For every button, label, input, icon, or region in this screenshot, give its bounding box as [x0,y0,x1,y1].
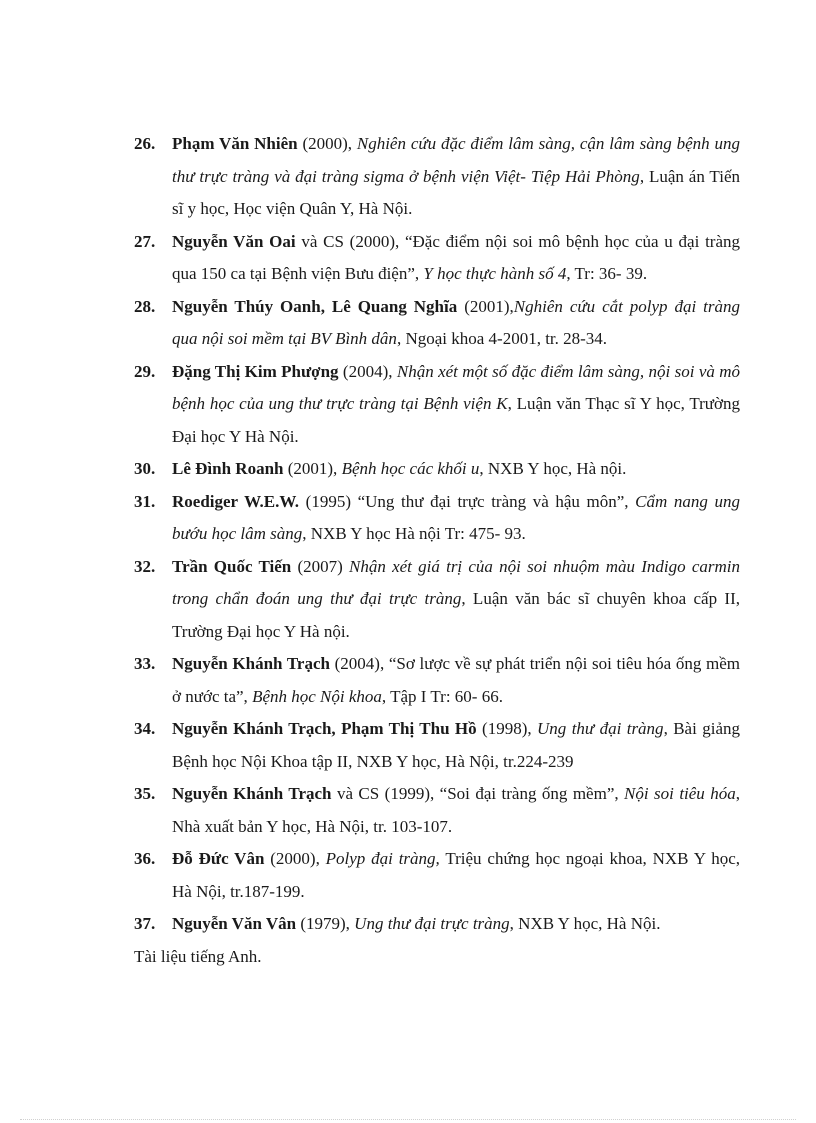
reference-text: (1979), [296,914,355,933]
reference-title: Cẩm nang ung bướu học lâm sàng [172,491,740,543]
reference-title: Nhận xét một số đặc điểm lâm sàng, nội soi và mô bệnh học của ung thư trực tràng tại Bệnh viện K [172,361,741,413]
reference-number: 37. [134,914,156,933]
reference-item-29 [134,356,740,454]
reference-title: Nghiên cứu đặc điểm lâm sàng, cận lâm sàng bệnh ung thư trực tràng và đại tràng sigma ở bệnh viện Việt- Tiệp Hải Phòng [172,134,740,186]
reference-number: 35. [134,784,156,803]
reference-authors: Nguyễn Văn Oai [172,231,296,251]
reference-item-28 [134,291,740,356]
reference-number: 27. [134,231,156,251]
reference-text: (2001), [283,459,342,478]
reference-text: , Nhà xuất bản Y học, Hà Nội, tr. 103-107. [172,784,740,836]
reference-authors: Nguyễn Văn Vân [172,914,297,933]
reference-title: Polyp đại tràng, [325,849,440,868]
reference-authors: Nguyễn Khánh Trạch [172,784,332,803]
reference-authors: Lê Đình Roanh [172,459,284,478]
reference-number: 34. [134,719,156,738]
reference-number: 26. [134,134,156,153]
reference-text: (2007) [291,556,350,576]
reference-item-26 [134,128,740,226]
reference-title: Ung thư đại tràng [537,719,664,738]
reference-title: Bệnh học các khối u [341,459,480,478]
reference-title: Nghiên cứu cắt polyp đại tràng qua nội soi mềm tại BV Bình dân [172,296,740,348]
reference-item-37 [134,908,740,941]
reference-text: (2004), [338,361,397,381]
reference-title: Y học thực hành số 4 [423,264,567,283]
reference-item-36 [134,843,740,908]
reference-item-34 [134,713,740,778]
reference-text: , NXB Y học Hà nội Tr: 475- 93. [302,524,526,543]
reference-number: 32. [134,556,156,576]
reference-authors: Nguyễn Khánh Trạch, Phạm Thị Thu Hồ [172,719,477,738]
reference-text: (2000), [297,134,357,153]
reference-text: , Tập I Tr: 60- 66. [381,686,503,706]
reference-item-31 [134,486,740,551]
reference-text: và CS (2000), “Đặc điểm nội soi mô bệnh học của u đại tràng qua 150 ca tại Bệnh viện Bưu điện”, [172,231,740,283]
reference-text: , Bài giảng Bệnh học Nội Khoa tập II, NXB Y học, Hà Nội, tr.224-239 [172,719,740,771]
reference-item-35 [134,778,740,843]
reference-text: , Luận văn bác sĩ chuyên khoa cấp II, Trường Đại học Y Hà nội. [172,589,740,641]
reference-number: 29. [134,361,156,381]
reference-text: , Tr: 36- 39. [566,264,648,283]
reference-text: (1998), [476,719,538,738]
reference-authors: Phạm Văn Nhiên [172,134,298,153]
reference-number: 36. [134,849,156,868]
reference-text: , Luận án Tiến sĩ y học, Học viện Quân Y, Hà Nội. [172,166,740,218]
reference-number: 31. [134,491,156,511]
reference-list [134,128,740,973]
reference-authors: Đặng Thị Kim Phượng [172,361,339,381]
reference-title: Bệnh học Nội khoa [252,686,382,706]
reference-text: Triệu chứng học ngoại khoa, NXB Y học, Hà Nội, tr.187-199. [172,849,740,901]
page-footer-divider [20,1119,796,1120]
reference-authors: Nguyễn Thúy Oanh, Lê Quang Nghĩa [172,296,458,316]
reference-text: , Ngoại khoa 4-2001, tr. 28-34. [396,329,608,348]
reference-text: (2004), “Sơ lược về sự phát triển nội soi tiêu hóa ống mềm ở nước ta”, [172,654,741,706]
reference-text: , Luận văn Thạc sĩ Y học, Trường Đại học Y Hà Nội. [172,394,741,446]
reference-item-32 [134,551,740,649]
reference-number: 28. [134,296,156,316]
reference-text: , NXB Y học, Hà Nội. [509,914,661,933]
reference-text: và CS (1999), “Soi đại tràng ống mềm”, [331,784,625,803]
reference-title: Ung thư đại trực tràng [354,914,510,933]
reference-item-33 [134,648,740,713]
reference-number: 30. [134,459,156,478]
reference-item-27 [134,226,740,291]
reference-title: Nhận xét giá trị của nội soi nhuộm màu Indigo carmin trong chẩn đoán ung thư đại trực tràng [172,556,740,608]
reference-title: Nội soi tiêu hóa [624,784,736,803]
section-heading-english-references: Tài liệu tiếng Anh. [134,946,262,966]
reference-authors: Đỗ Đức Vân [172,849,265,868]
reference-number: 33. [134,654,156,673]
reference-authors: Trần Quốc Tiến [172,556,292,576]
reference-item-30 [134,453,740,486]
reference-authors: Roediger W.E.W. [172,491,300,511]
reference-text: (2001), [457,296,514,316]
reference-text: (1995) “Ung thư đại trực tràng và hậu môn”, [299,491,636,511]
reference-text: , NXB Y học, Hà nội. [479,459,627,478]
reference-authors: Nguyễn Khánh Trạch [172,654,330,673]
reference-text: (2000), [264,849,326,868]
